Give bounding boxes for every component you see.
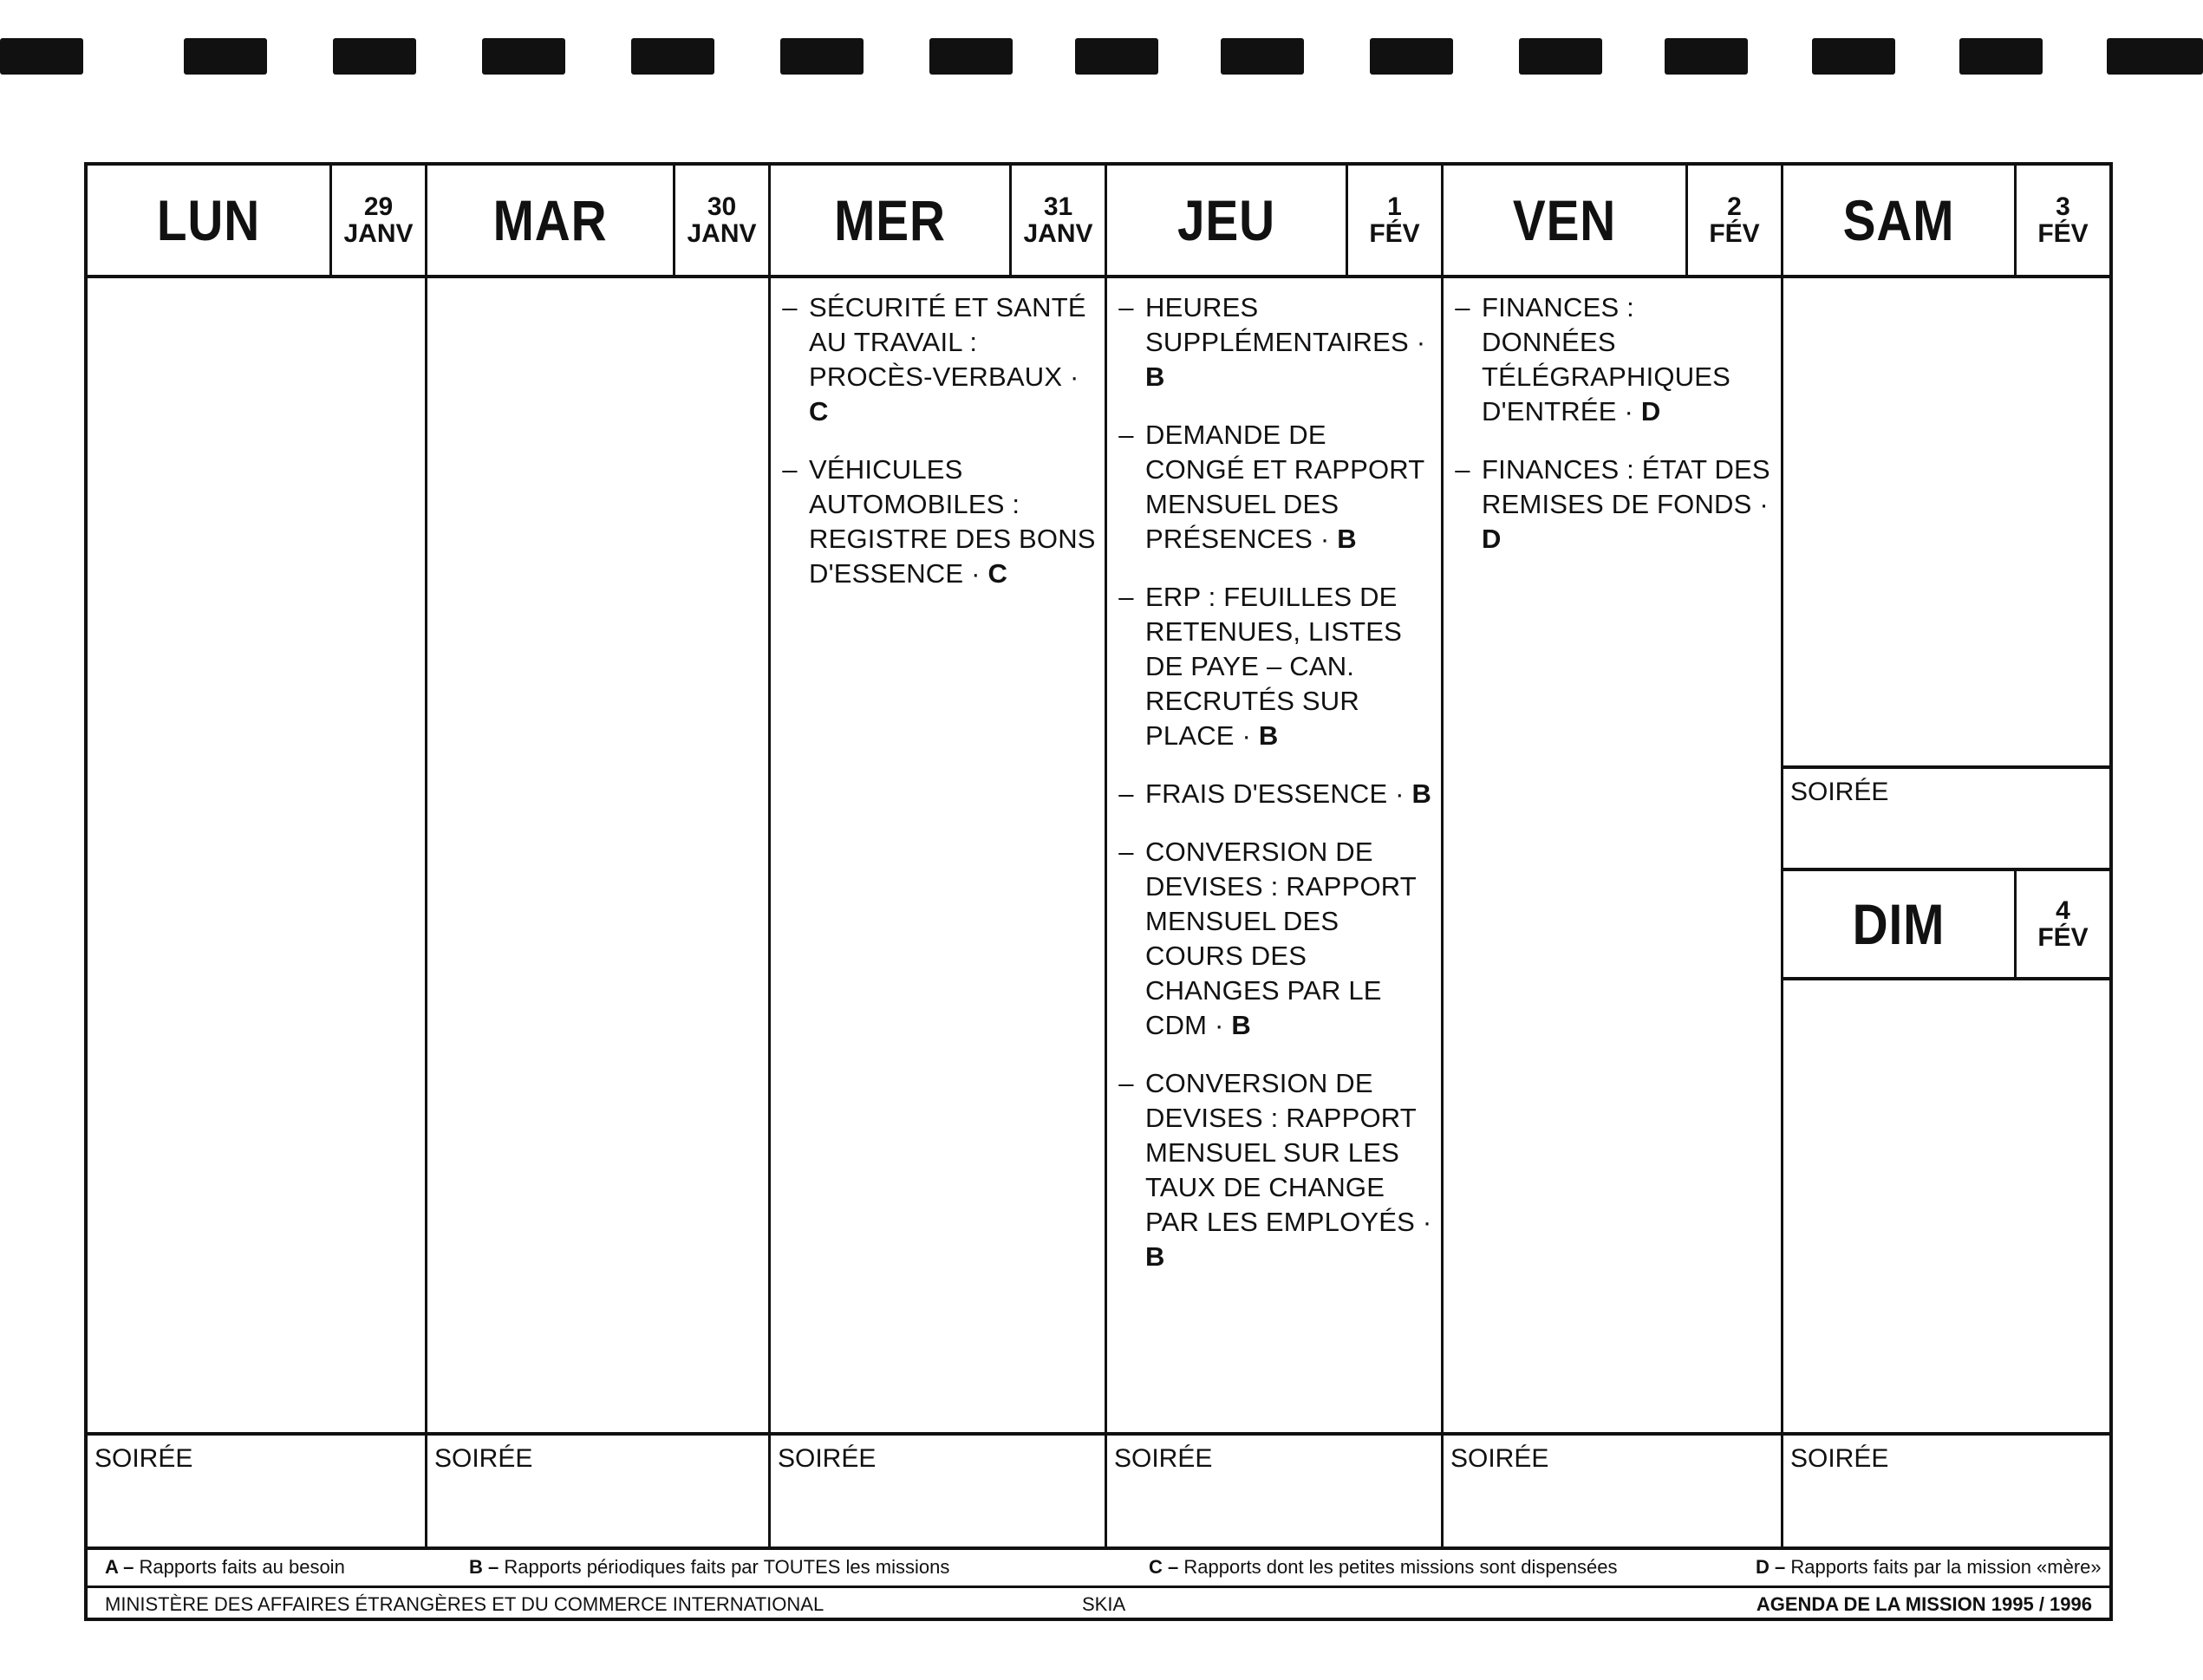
- binder-hole: [780, 38, 864, 75]
- day-column-weekend: [1783, 166, 2109, 1547]
- entry-code: B: [1411, 778, 1432, 809]
- day-header: [427, 166, 768, 278]
- day-name: VEN: [1512, 188, 1617, 252]
- date-month: FÉV: [1369, 219, 1420, 248]
- entry-dash: –: [782, 292, 798, 322]
- legend-key: A –: [105, 1556, 134, 1578]
- day-body-sunday[interactable]: [1783, 980, 2109, 1432]
- date-box: [1685, 166, 1781, 275]
- binder-hole: [1075, 38, 1158, 75]
- legend-key: D –: [1756, 1556, 1786, 1578]
- date-month: FÉV: [2037, 923, 2089, 952]
- report-entry: [1107, 1066, 1432, 1274]
- binder-hole: [1519, 38, 1602, 75]
- report-entry: [771, 453, 1096, 591]
- day-name: SAM: [1842, 188, 1955, 252]
- evening-section[interactable]: [1444, 1432, 1781, 1534]
- date-day: 2: [1727, 192, 1742, 221]
- report-entry: [1107, 418, 1432, 557]
- evening-label: SOIRÉE: [1790, 778, 1889, 806]
- binder-hole: [1370, 38, 1453, 75]
- day-body[interactable]: [427, 278, 768, 1432]
- report-entry: [771, 290, 1096, 429]
- binder-hole: [0, 38, 83, 75]
- entry-text: FINANCES : ÉTAT DES REMISES DE FONDS ·: [1482, 454, 1770, 519]
- binder-hole: [1221, 38, 1304, 75]
- evening-section[interactable]: [1783, 765, 2109, 868]
- entry-code: C: [809, 396, 829, 427]
- entry-dash: –: [1455, 454, 1470, 485]
- entry-code: D: [1640, 396, 1661, 427]
- day-column-tuesday: [427, 166, 771, 1547]
- weekly-calendar: [84, 162, 2113, 1621]
- day-body-saturday[interactable]: [1783, 278, 2109, 765]
- report-entry: [1107, 777, 1432, 811]
- report-entry: [1107, 580, 1432, 753]
- entry-text: HEURES SUPPLÉMENTAIRES ·: [1145, 292, 1426, 357]
- entry-dash: –: [1118, 420, 1134, 450]
- evening-section[interactable]: [771, 1432, 1105, 1534]
- date-box: [1009, 166, 1105, 275]
- binder-hole: [929, 38, 1013, 75]
- day-body[interactable]: [1444, 278, 1781, 1432]
- day-name: MER: [834, 188, 946, 252]
- day-name: MAR: [492, 188, 608, 252]
- day-header-sunday: [1783, 868, 2109, 980]
- binder-hole: [333, 38, 416, 75]
- binder-hole: [1665, 38, 1748, 75]
- day-header: [1444, 166, 1781, 278]
- entry-text: FINANCES : DONNÉES TÉLÉGRAPHIQUES D'ENTRÉE ·: [1482, 292, 1731, 427]
- date-day: 31: [1043, 192, 1073, 221]
- day-name: JEU: [1176, 188, 1275, 252]
- entry-dash: –: [1118, 292, 1134, 322]
- day-name: DIM: [1852, 892, 1946, 956]
- date-day: 4: [2056, 895, 2070, 925]
- entry-code: C: [987, 558, 1008, 589]
- entry-code: B: [1231, 1010, 1251, 1040]
- day-body[interactable]: [771, 278, 1105, 1432]
- footer-code: SKIA: [1082, 1593, 1126, 1615]
- entry-text: VÉHICULES AUTOMOBILES : REGISTRE DES BONS D'ESSENCE ·: [809, 454, 1096, 589]
- legend-key: B –: [469, 1556, 499, 1578]
- evening-label: SOIRÉE: [434, 1444, 533, 1473]
- entry-code: B: [1258, 720, 1279, 751]
- footer: [88, 1586, 2109, 1621]
- date-box: [1346, 166, 1441, 275]
- legend-key: C –: [1149, 1556, 1179, 1578]
- date-day: 1: [1387, 192, 1402, 221]
- day-body[interactable]: [1107, 278, 1441, 1432]
- entry-text: FRAIS D'ESSENCE ·: [1145, 778, 1405, 809]
- binder-hole: [631, 38, 714, 75]
- legend-d: [1756, 1550, 2102, 1585]
- binder-holes: [0, 38, 2203, 75]
- date-day: 3: [2056, 192, 2070, 221]
- report-entry: [1107, 835, 1432, 1043]
- date-day: 29: [363, 192, 394, 221]
- report-entry: [1444, 453, 1772, 557]
- legend-text: Rapports dont les petites missions sont dispensées: [1183, 1556, 1618, 1578]
- date-month: FÉV: [2037, 219, 2089, 248]
- date-month: JANV: [343, 219, 414, 248]
- evening-section[interactable]: [88, 1432, 425, 1534]
- day-header: [1107, 166, 1441, 278]
- entry-dash: –: [782, 454, 798, 485]
- report-entry: [1107, 290, 1432, 394]
- legend-a: [105, 1550, 345, 1585]
- evening-label: SOIRÉE: [778, 1444, 877, 1473]
- legend-text: Rapports périodiques faits par TOUTES les missions: [504, 1556, 950, 1578]
- entry-text: SÉCURITÉ ET SANTÉ AU TRAVAIL : PROCÈS-VERBAUX ·: [809, 292, 1086, 392]
- binder-hole: [1959, 38, 2043, 75]
- binder-hole: [2107, 38, 2203, 75]
- legend-text: Rapports faits au besoin: [139, 1556, 345, 1578]
- evening-label: SOIRÉE: [1790, 1444, 1889, 1473]
- day-column-friday: [1444, 166, 1783, 1547]
- legend-b: [469, 1550, 949, 1585]
- evening-section[interactable]: [1107, 1432, 1441, 1534]
- date-day: 30: [707, 192, 737, 221]
- entry-text: DEMANDE DE CONGÉ ET RAPPORT MENSUEL DES PRÉSENCES ·: [1145, 420, 1424, 554]
- day-header: [1783, 166, 2109, 278]
- legend-text: Rapports faits par la mission «mère»: [1790, 1556, 2102, 1578]
- evening-label: SOIRÉE: [95, 1444, 193, 1473]
- day-header: [771, 166, 1105, 278]
- entry-dash: –: [1455, 292, 1470, 322]
- binder-hole: [184, 38, 267, 75]
- date-box: [2014, 166, 2109, 275]
- report-entry: [1444, 290, 1772, 429]
- date-box: [2014, 871, 2109, 977]
- day-body[interactable]: [88, 278, 425, 1432]
- date-box: [329, 166, 425, 275]
- day-column-wednesday: [771, 166, 1107, 1547]
- day-column-thursday: [1107, 166, 1444, 1547]
- entry-code: B: [1145, 361, 1165, 392]
- entry-code: D: [1482, 524, 1502, 554]
- date-month: FÉV: [1709, 219, 1760, 248]
- day-column-monday: [88, 166, 427, 1547]
- legend-c: [1149, 1550, 1618, 1585]
- footer-ministry: MINISTÈRE DES AFFAIRES ÉTRANGÈRES ET DU COMMERCE INTERNATIONAL: [105, 1593, 824, 1615]
- entry-dash: –: [1118, 1068, 1134, 1098]
- evening-section[interactable]: [427, 1432, 768, 1534]
- entry-dash: –: [1118, 582, 1134, 612]
- binder-hole: [482, 38, 565, 75]
- entry-text: ERP : FEUILLES DE RETENUES, LISTES DE PAYE – CAN. RECRUTÉS SUR PLACE ·: [1145, 582, 1403, 751]
- entry-code: B: [1337, 524, 1357, 554]
- date-month: JANV: [1023, 219, 1093, 248]
- evening-label: SOIRÉE: [1450, 1444, 1549, 1473]
- entry-text: CONVERSION DE DEVISES : RAPPORT MENSUEL DES COURS DES CHANGES PAR LE CDM ·: [1145, 837, 1417, 1040]
- day-name: LUN: [156, 188, 261, 252]
- binder-hole: [1812, 38, 1895, 75]
- legend: [88, 1547, 2109, 1586]
- evening-label: SOIRÉE: [1114, 1444, 1213, 1473]
- entry-text: CONVERSION DE DEVISES : RAPPORT MENSUEL SUR LES TAUX DE CHANGE PAR LES EMPLOYÉS ·: [1145, 1068, 1432, 1237]
- entry-code: B: [1145, 1241, 1165, 1272]
- entry-dash: –: [1118, 837, 1134, 867]
- date-box: [673, 166, 768, 275]
- footer-agenda: AGENDA DE LA MISSION 1995 / 1996: [1756, 1593, 2092, 1615]
- day-header: [88, 166, 425, 278]
- entry-dash: –: [1118, 778, 1134, 809]
- date-month: JANV: [687, 219, 757, 248]
- evening-section[interactable]: [1783, 1432, 2109, 1534]
